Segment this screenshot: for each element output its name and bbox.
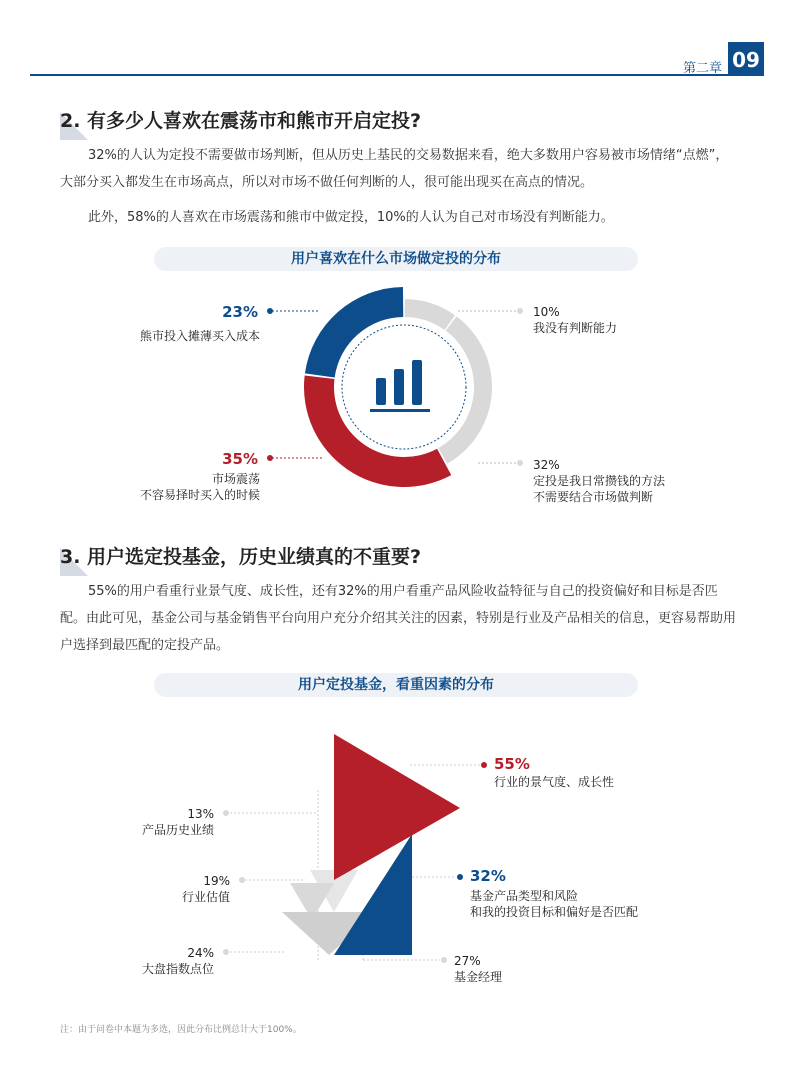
triangle-chart [223,734,487,963]
chart1-title: 用户喜欢在什么市场做定投的分布 [154,247,638,271]
donut-label-saving-pct: 32% [533,458,560,472]
bar-chart-icon [370,360,430,412]
chart2-title: 用户定投基金，看重因素的分布 [154,673,638,697]
donut-label-volatile-pct: 35% [222,450,258,468]
donut-label-bear-pct: 23% [222,303,258,321]
donut-slice-bear [305,287,403,377]
tri-label-valuation: 行业估值 [181,890,230,904]
tri-label-manager-pct: 27% [454,954,481,968]
donut-label-volatile: 市场震荡 [211,472,260,486]
donut-slice-saving [438,316,492,463]
tri-label-industry-pct: 55% [494,755,530,773]
tri-label-risk-pct: 32% [470,867,506,885]
donut-label-nojudge: 我没有判断能力 [533,321,618,335]
tri-label-valuation-pct: 19% [203,874,230,888]
donut-label-bear: 熊市投入摊薄买入成本 [139,329,260,343]
donut-label-saving: 定投是我日常攒钱的方法 [533,474,666,488]
section2-paragraph-2: 此外，58%的人喜欢在市场震荡和熊市中做定投，10%的人认为自己对市场没有判断能力。 [88,210,614,225]
section2-paragraph-1: 32%的人认为定投不需要做市场判断，但从历史上基民的交易数据来看，绝大多数用户容易被市场情绪“点燃”，大部分买入都发生在市场高点，所以对市场不做任何判断的人，很可能出现买在高点的情况。 [60,148,729,190]
section2-title: 2. 有多少人喜欢在震荡市和熊市开启定投? [60,110,422,132]
section3-paragraph-1: 55%的用户看重行业景气度、成长性，还有32%的用户看重产品风险收益特征与自己的投资偏好和目标是否匹配。由此可见，基金公司与基金销售平台向用户充分介绍其关注的因素，特别是行业及产品相关的信息，更容易帮助用户选择到最匹配的定投产品。 [60,584,737,653]
donut-label-saving-2: 不需要结合市场做判断 [533,490,654,504]
tri-label-history-pct: 13% [187,807,214,821]
footnote: 注：由于问卷中本题为多选，因此分布比例总计大于100%。 [60,1025,302,1035]
chapter-label: 第二章 [683,61,723,76]
tri-label-industry: 行业的景气度、成长性 [494,775,615,789]
tri-label-index: 大盘指数点位 [141,962,214,976]
tri-label-risk-2: 和我的投资目标和偏好是否匹配 [470,905,639,919]
tri-label-manager: 基金经理 [454,970,503,984]
section3-title: 3. 用户选定投基金，历史业绩真的不重要? [60,546,422,568]
page-number: 09 [728,42,764,76]
tri-label-risk: 基金产品类型和风险 [470,889,579,903]
donut-label-volatile-2: 不容易择时买入的时候 [139,488,260,502]
tri-label-history: 产品历史业绩 [141,823,214,837]
donut-label-nojudge-pct: 10% [533,305,560,319]
tri-label-index-pct: 24% [187,946,214,960]
